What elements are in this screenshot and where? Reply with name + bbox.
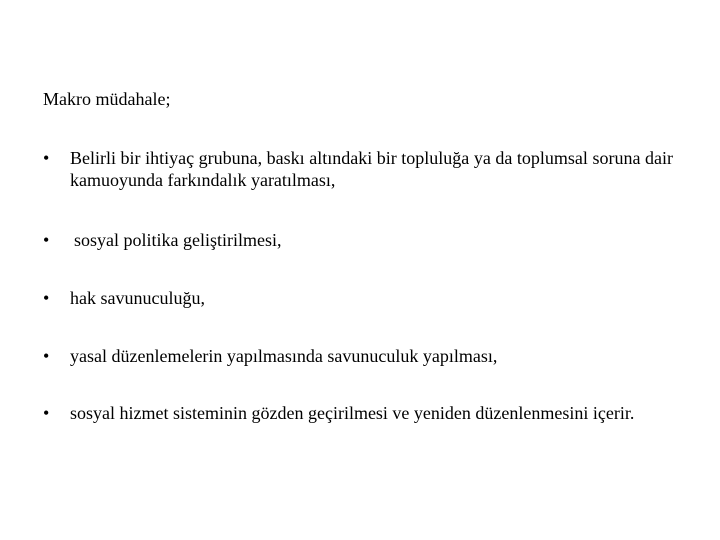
bullet-text: sosyal hizmet sisteminin gözden geçirilmesi ve yeniden düzenlenmesini içerir. (70, 403, 635, 423)
bullet-text: Belirli bir ihtiyaç grubuna, baskı altındaki bir topluluğa ya da toplumsal soruna dair kamuoyunda farkındalık yaratılması, (70, 148, 673, 190)
bullet-item (43, 147, 673, 191)
bullet-icon: • (43, 403, 50, 423)
bullet-text: sosyal politika geliştirilmesi, (74, 230, 282, 250)
bullet-icon: • (43, 288, 50, 308)
bullet-icon: • (43, 230, 50, 250)
bullet-item (43, 287, 673, 309)
bullet-text: hak savunuculuğu, (70, 288, 205, 308)
bullet-item (43, 402, 673, 424)
slide-heading: Makro müdahale; (43, 89, 171, 109)
bullet-item (43, 229, 673, 251)
bullet-item (43, 345, 673, 367)
bullet-icon: • (43, 346, 50, 366)
bullet-text: yasal düzenlemelerin yapılmasında savunuculuk yapılması, (70, 346, 498, 366)
bullet-icon: • (43, 148, 50, 168)
